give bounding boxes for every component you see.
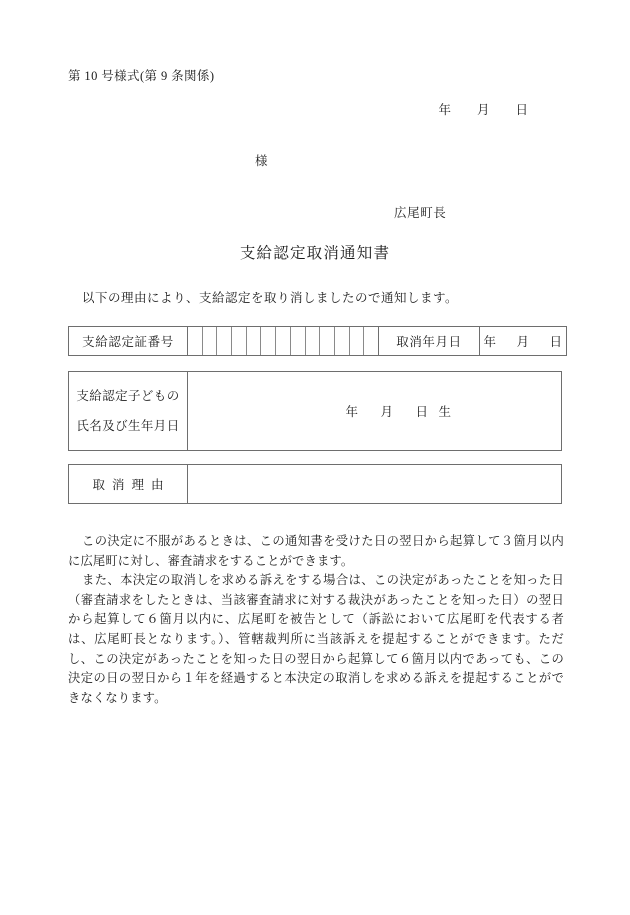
issue-date-day: 日 <box>515 103 528 117</box>
intro-text: 以下の理由により、支給認定を取り消しましたので通知します。 <box>82 291 459 305</box>
child-info-label-line2: 氏名及び生年月日 <box>76 419 180 433</box>
notice-paragraph-1: この決定に不服があるときは、この通知書を受けた日の翌日から起算して３箇月以内に広尾町に対し、審査請求をすることができます。 <box>68 534 564 568</box>
cancellation-reason-label: 取消理由 <box>69 465 188 504</box>
certificate-digit-cell[interactable] <box>232 327 247 355</box>
notice-paragraph-2: また、本決定の取消しを求める訴えをする場合は、この決定があったことを知った日（審査請求をしたときは、当該審査請求に対する裁決があったことを知った日）の翌日から起算して６箇月以内に、広尾町を被告として（訴訟において広尾町を代表する者は、広尾町長となります。）、管轄裁判所に当該訴えを提起することができます。ただし、この決定があったことを知った日の翌日から起算して６箇月以内であっても、この決定の日の翌日から１年を経過すると本決定の取消しを求める訴えを提起することができなくなります。 <box>68 573 564 705</box>
child-birth-year: 年 <box>345 405 359 419</box>
certificate-number-table <box>68 326 567 356</box>
certificate-digit-cell[interactable] <box>335 327 350 355</box>
table-row <box>69 327 567 356</box>
table-row <box>69 465 562 504</box>
certificate-digit-cell[interactable] <box>291 327 306 355</box>
certificate-digit-cell[interactable] <box>306 327 321 355</box>
child-info-label-line1: 支給認定子どもの <box>76 389 180 403</box>
certificate-digit-cell[interactable] <box>247 327 262 355</box>
table-row <box>69 372 562 451</box>
certificate-digit-cell[interactable] <box>350 327 365 355</box>
cancellation-date-value[interactable] <box>480 327 567 356</box>
cancellation-reason-table <box>68 464 562 504</box>
cancellation-reason-value[interactable] <box>188 465 562 504</box>
certificate-digit-cell[interactable] <box>217 327 232 355</box>
certificate-digit-cell[interactable] <box>364 327 378 355</box>
child-birth-month: 月 <box>380 405 394 419</box>
issue-date-year: 年 <box>438 103 451 117</box>
certificate-digit-cell[interactable] <box>320 327 335 355</box>
cancellation-date-month: 月 <box>516 335 530 349</box>
cancellation-date-year: 年 <box>483 335 497 349</box>
child-info-table <box>68 371 562 451</box>
certificate-digit-cell[interactable] <box>203 327 218 355</box>
cancellation-date-label: 取消年月日 <box>379 327 480 356</box>
child-birth-day: 日 <box>415 405 429 419</box>
child-info-label <box>69 372 188 451</box>
certificate-digit-cell[interactable] <box>188 327 203 355</box>
form-number: 第 10 号様式(第 9 条関係) <box>68 69 215 83</box>
addressee-honorific: 様 <box>255 154 268 168</box>
page-title: 支給認定取消通知書 <box>239 245 391 262</box>
certificate-number-input-grid[interactable] <box>188 327 379 356</box>
child-info-value[interactable] <box>188 372 562 451</box>
child-birth-born-suffix: 生 <box>438 405 452 419</box>
certificate-digit-cell[interactable] <box>261 327 276 355</box>
issuer-name: 広尾町長 <box>394 206 447 220</box>
certificate-digit-cell[interactable] <box>276 327 291 355</box>
legal-notice-text <box>68 532 564 708</box>
cancellation-date-day: 日 <box>549 335 563 349</box>
issue-date-month: 月 <box>476 103 490 117</box>
certificate-number-label: 支給認定証番号 <box>69 327 188 356</box>
issue-date-line <box>0 100 562 118</box>
